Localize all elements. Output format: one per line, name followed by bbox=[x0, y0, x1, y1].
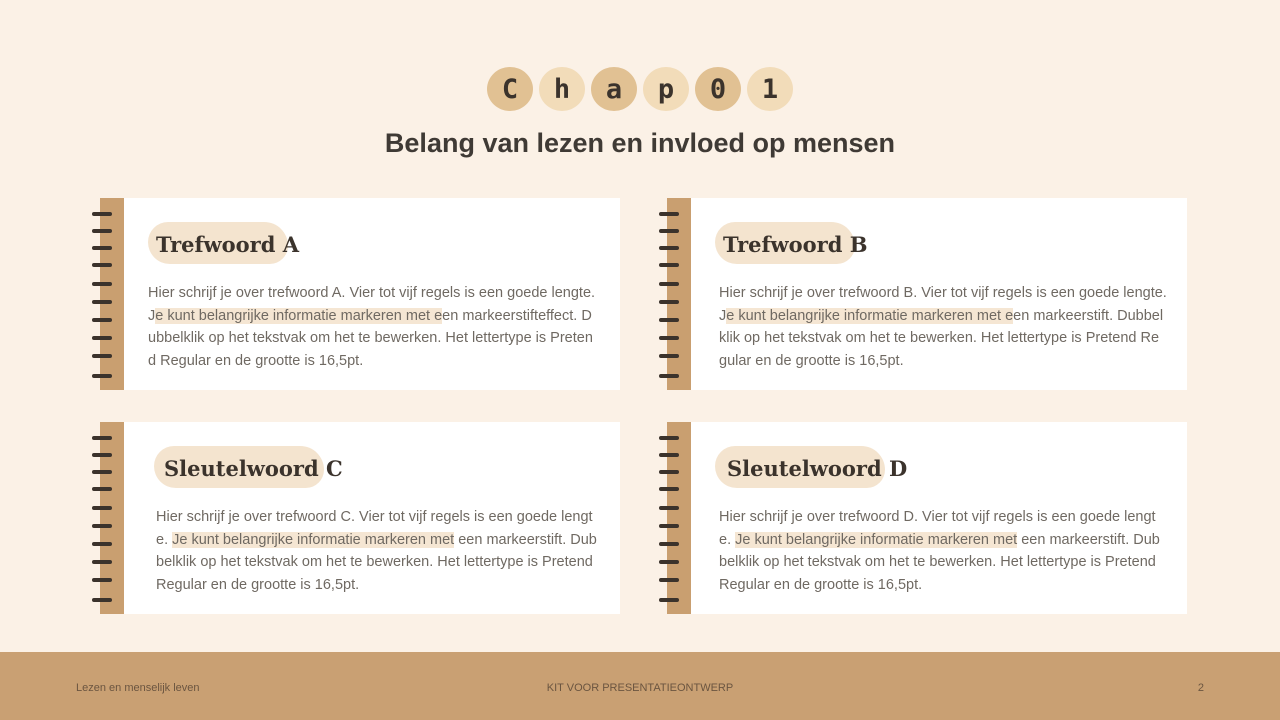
card-keyword-c bbox=[92, 422, 620, 614]
spiral-ring bbox=[92, 436, 112, 440]
card-body: Hier schrijf je over trefwoord B. Vier tot vijf regels is een goede lengte. Je kunt belangrijke informatie markeren met een markeerstift. Dubbelklik op het tekstvak om het te bewerken. Het lettertype is Pretend Regular en de grootte is 16,5pt. bbox=[719, 285, 1167, 369]
spiral-ring bbox=[659, 336, 679, 340]
spiral-ring bbox=[92, 354, 112, 358]
spiral-ring bbox=[92, 282, 112, 286]
highlighted-text: e kunt belangrijke informatie markeren met e bbox=[726, 307, 1014, 324]
torn-paper-edge bbox=[0, 652, 1280, 660]
spiral-ring bbox=[92, 598, 112, 602]
chapter-letter: 0 bbox=[695, 67, 741, 111]
spiral-ring bbox=[92, 542, 112, 546]
spiral-ring bbox=[659, 354, 679, 358]
spiral-ring bbox=[92, 506, 112, 510]
spiral-ring bbox=[92, 487, 112, 491]
spiral-ring bbox=[92, 453, 112, 457]
chapter-letter: 1 bbox=[747, 67, 793, 111]
card-body: Hier schrijf je over trefwoord A. Vier tot vijf regels is een goede lengte. Je kunt belangrijke informatie markeren met een markeerstifteffect. Dubbelklik op het tekstvak om het te bewerken. Het lettertype is Pretend Regular en de grootte is 16,5pt. bbox=[148, 285, 596, 369]
card-heading: Trefwoord A bbox=[156, 232, 300, 257]
spiral-ring bbox=[92, 336, 112, 340]
spiral-binding bbox=[667, 198, 691, 390]
card-heading: Sleutelwoord D bbox=[727, 456, 908, 481]
spiral-binding bbox=[667, 422, 691, 614]
spiral-ring bbox=[659, 263, 679, 267]
card-body: Hier schrijf je over trefwoord D. Vier tot vijf regels is een goede lengte. Je kunt belangrijke informatie markeren met een markeerstift. Dubbelklik op het tekstvak om het te bewerken. Het lettertype is Pretend Regular en de grootte is 16,5pt. bbox=[719, 509, 1160, 593]
chapter-letter: C bbox=[487, 67, 533, 111]
spiral-ring bbox=[659, 578, 679, 582]
spiral-ring bbox=[659, 282, 679, 286]
card-keyword-b bbox=[659, 198, 1187, 390]
spiral-ring bbox=[92, 524, 112, 528]
spiral-ring bbox=[92, 374, 112, 378]
highlighted-text: e kunt belangrijke informatie markeren met e bbox=[155, 307, 443, 324]
spiral-ring bbox=[659, 436, 679, 440]
spiral-ring bbox=[92, 212, 112, 216]
spiral-binding bbox=[100, 198, 124, 390]
card-heading: Sleutelwoord C bbox=[164, 456, 343, 481]
spiral-ring bbox=[659, 212, 679, 216]
chapter-letter: a bbox=[591, 67, 637, 111]
footer-left-text: Lezen en menselijk leven bbox=[76, 682, 200, 694]
chapter-letter: h bbox=[539, 67, 585, 111]
card-keyword-a bbox=[92, 198, 620, 390]
highlighted-text: Je kunt belangrijke informatie markeren met bbox=[735, 531, 1018, 548]
spiral-ring bbox=[659, 598, 679, 602]
spiral-ring bbox=[659, 542, 679, 546]
spiral-ring bbox=[92, 318, 112, 322]
spiral-ring bbox=[659, 374, 679, 378]
highlighted-text: Je kunt belangrijke informatie markeren met bbox=[172, 531, 455, 548]
footer bbox=[0, 656, 1280, 720]
footer-center-text: KIT VOOR PRESENTATIEONTWERP bbox=[546, 682, 734, 694]
spiral-ring bbox=[659, 318, 679, 322]
spiral-ring bbox=[659, 453, 679, 457]
spiral-ring bbox=[659, 506, 679, 510]
spiral-ring bbox=[659, 229, 679, 233]
spiral-ring bbox=[659, 470, 679, 474]
spiral-ring bbox=[92, 560, 112, 564]
card-keyword-d bbox=[659, 422, 1187, 614]
card-body: Hier schrijf je over trefwoord C. Vier tot vijf regels is een goede lengte. Je kunt belangrijke informatie markeren met een markeerstift. Dubbelklik op het tekstvak om het te bewerken. Het lettertype is Pretend Regular en de grootte is 16,5pt. bbox=[156, 509, 597, 593]
spiral-ring bbox=[659, 300, 679, 304]
spiral-ring bbox=[92, 578, 112, 582]
spiral-ring bbox=[659, 524, 679, 528]
page-number: 2 bbox=[1197, 682, 1204, 694]
chapter-badge bbox=[0, 67, 1280, 111]
spiral-ring bbox=[659, 487, 679, 491]
spiral-ring bbox=[659, 246, 679, 250]
spiral-binding bbox=[100, 422, 124, 614]
spiral-ring bbox=[659, 560, 679, 564]
spiral-ring bbox=[92, 229, 112, 233]
spiral-ring bbox=[92, 246, 112, 250]
page-title: Belang van lezen en invloed op mensen bbox=[384, 128, 896, 158]
spiral-ring bbox=[92, 470, 112, 474]
spiral-ring bbox=[92, 263, 112, 267]
chapter-letter: p bbox=[643, 67, 689, 111]
card-heading: Trefwoord B bbox=[723, 232, 868, 257]
spiral-ring bbox=[92, 300, 112, 304]
